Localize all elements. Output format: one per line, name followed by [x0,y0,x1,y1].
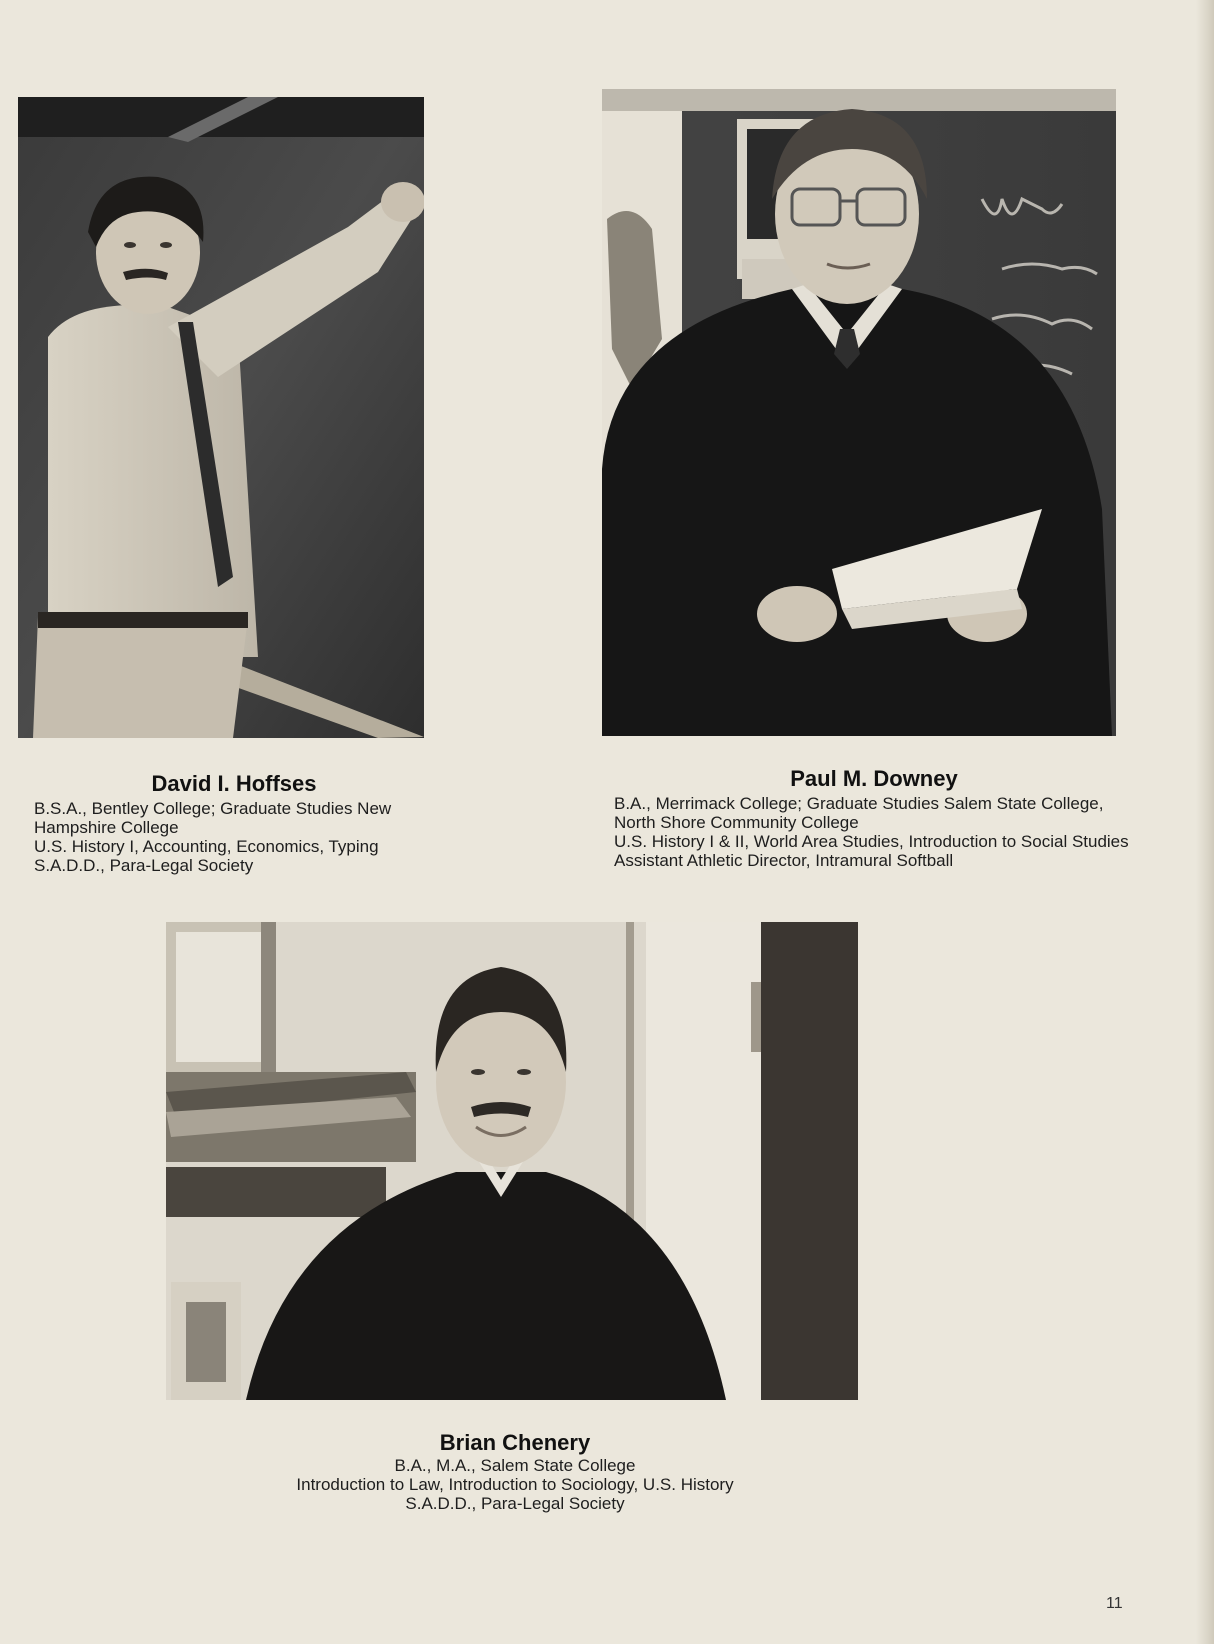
teacher-name: Brian Chenery [439,1430,591,1455]
teacher-name: Paul M. Downey [790,766,958,791]
page-edge [1196,0,1214,1644]
courses-line: Introduction to Law, Introduction to Sociology, U.S. History [296,1475,734,1494]
activities-line: S.A.D.D., Para-Legal Society [405,1494,625,1513]
caption-paul-downey [614,766,1134,870]
credential-line: B.A., Merrimack College; Graduate Studies Salem State College, [614,794,1104,813]
credential-line: North Shore Community College [614,813,859,832]
credential-line: B.S.A., Bentley College; Graduate Studies New [34,799,392,818]
caption-david-hoffses [34,771,434,875]
credential-line: B.A., M.A., Salem State College [394,1456,636,1475]
credential-line: Hampshire College [34,818,179,837]
courses-line: U.S. History I & II, World Area Studies, Introduction to Social Studies [614,832,1129,851]
courses-line: U.S. History I, Accounting, Economics, Typing [34,837,379,856]
activities-line: Assistant Athletic Director, Intramural Softball [614,851,954,870]
page-number: 11 [1106,1595,1123,1612]
teacher-name: David I. Hoffses [151,771,317,796]
photo-paul-downey [602,89,1116,736]
photo-brian-chenery [166,922,858,1400]
caption-brian-chenery [240,1430,790,1513]
activities-line: S.A.D.D., Para-Legal Society [34,856,254,875]
photo-david-hoffses [18,97,424,738]
